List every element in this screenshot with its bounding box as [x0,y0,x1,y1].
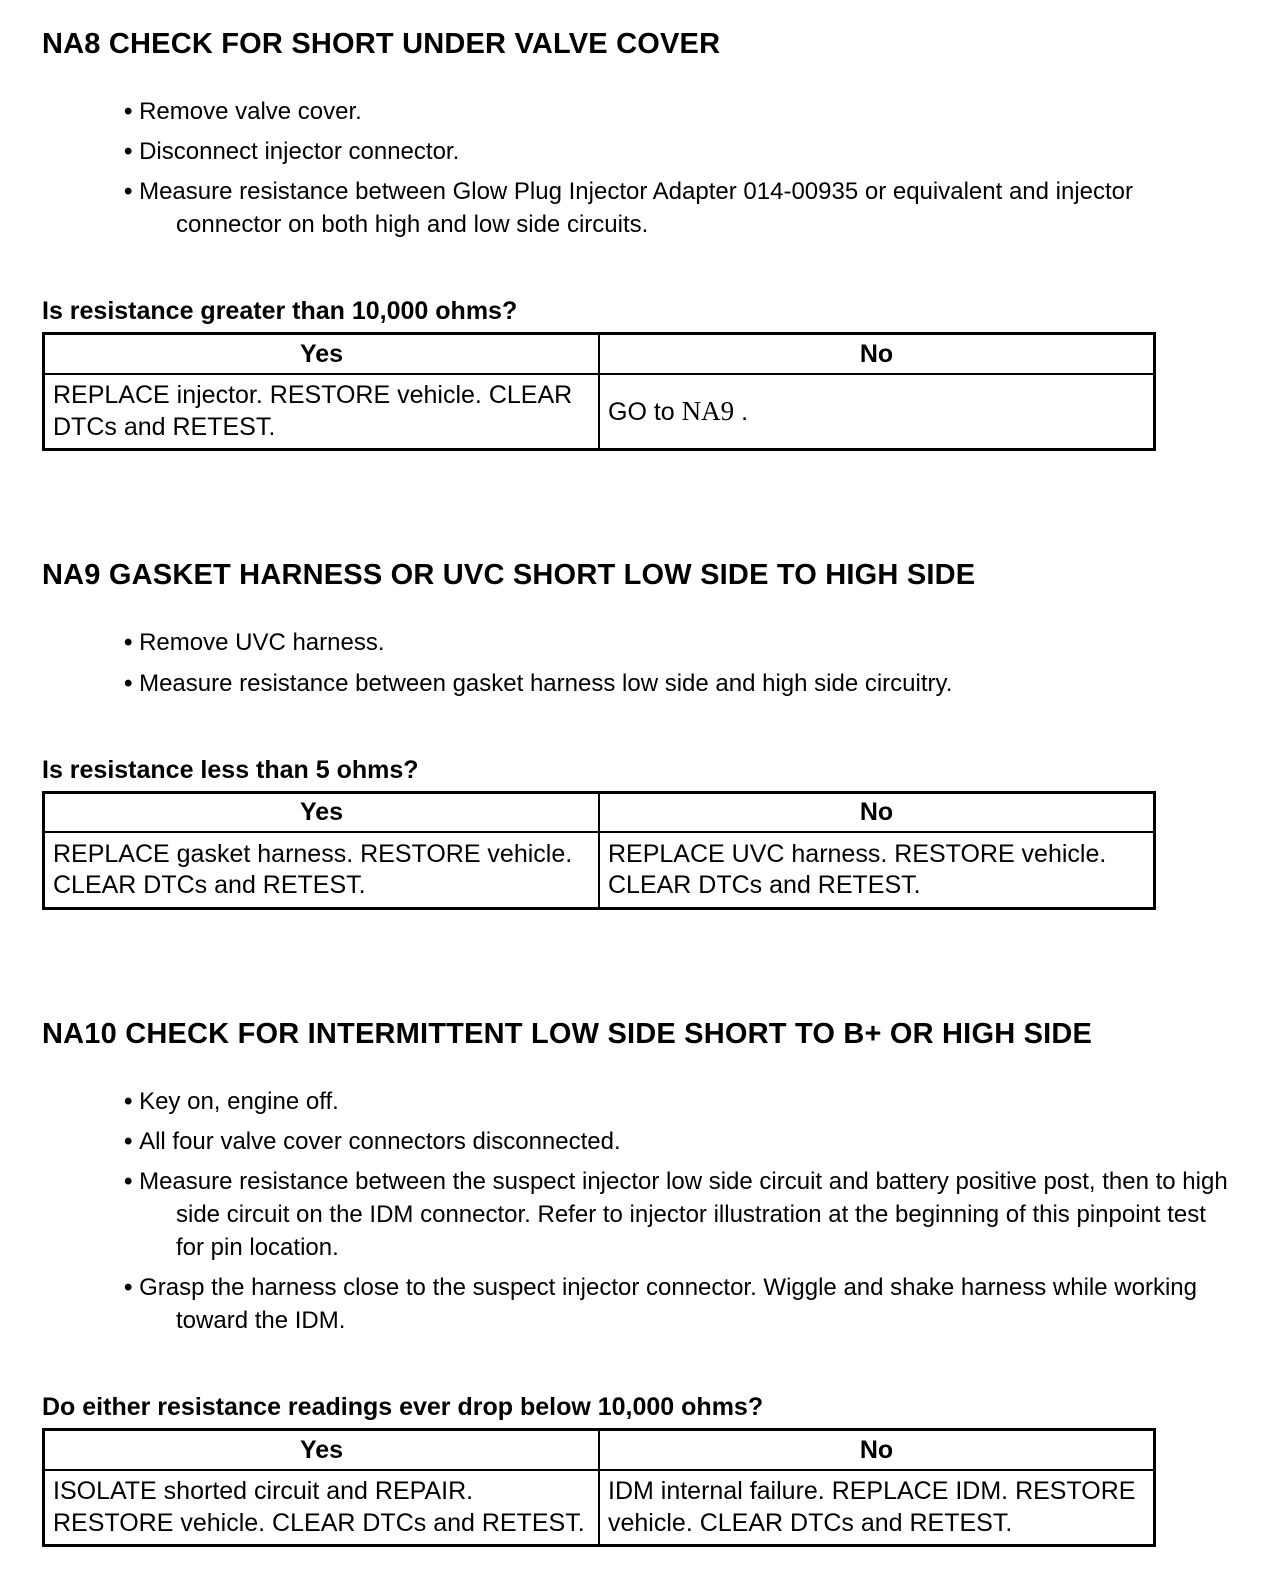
yes-result-cell: ISOLATE shorted circuit and REPAIR. RESTORE vehicle. CLEAR DTCs and RETEST. [44,1470,600,1546]
section-na8 [42,28,1232,451]
bullet-item: • Remove valve cover. [124,95,1232,128]
section-title: NA10 CHECK FOR INTERMITTENT LOW SIDE SHORT TO B+ OR HIGH SIDE [42,1017,1093,1050]
yes-header-cell: Yes [44,334,600,374]
no-header-cell: No [599,334,1155,374]
bullet-list [124,1085,1232,1338]
decision-question: Do either resistance readings ever drop below 10,000 ohms? [42,1393,764,1422]
no-header-cell: No [599,1430,1155,1470]
na9-link[interactable]: NA9 [681,395,735,426]
no-result-cell: REPLACE UVC harness. RESTORE vehicle. CLEAR DTCs and RETEST. [599,832,1155,908]
yes-result-cell: REPLACE gasket harness. RESTORE vehicle. CLEAR DTCs and RETEST. [44,832,600,908]
decision-table [42,1428,1156,1547]
no-result-cell: IDM internal failure. REPLACE IDM. RESTORE vehicle. CLEAR DTCs and RETEST. [599,1470,1155,1546]
section-title: NA9 GASKET HARNESS OR UVC SHORT LOW SIDE TO HIGH SIDE [42,559,976,592]
bullet-list [124,95,1232,241]
bullet-item: • Measure resistance between Glow Plug Injector Adapter 014-00935 or equivalent and injector connector on both high and low side circuits. [124,175,1232,241]
decision-question: Is resistance greater than 10,000 ohms? [42,297,518,326]
decision-table [42,791,1156,910]
section-na9 [42,559,1232,909]
section-title: NA8 CHECK FOR SHORT UNDER VALVE COVER [42,28,721,60]
yes-header-cell: Yes [44,1430,600,1470]
bullet-item: • Grasp the harness close to the suspect injector connector. Wiggle and shake harness while working toward the IDM. [124,1271,1232,1337]
no-result-cell [599,374,1155,450]
bullet-item: • All four valve cover connectors disconnected. [124,1125,1232,1158]
yes-header-cell: Yes [44,792,600,832]
bullet-item: • Disconnect injector connector. [124,135,1232,168]
bullet-item: • Measure resistance between gasket harness low side and high side circuitry. [124,667,1232,700]
bullet-list [124,626,1232,699]
yes-result-cell: REPLACE injector. RESTORE vehicle. CLEAR DTCs and RETEST. [44,374,600,450]
no-result-text: . [734,397,749,426]
decision-table [42,332,1156,451]
no-result-text: GO to [608,397,682,426]
no-header-cell: No [599,792,1155,832]
bullet-item: • Key on, engine off. [124,1085,1232,1118]
bullet-item: • Remove UVC harness. [124,626,1232,659]
decision-question: Is resistance less than 5 ohms? [42,755,419,784]
section-na10 [42,1018,1232,1548]
bullet-item: • Measure resistance between the suspect injector low side circuit and battery positive post, then to high side circuit on the IDM connector. Refer to injector illustration at the beginning of this pinpoint test for pin location. [124,1165,1232,1264]
